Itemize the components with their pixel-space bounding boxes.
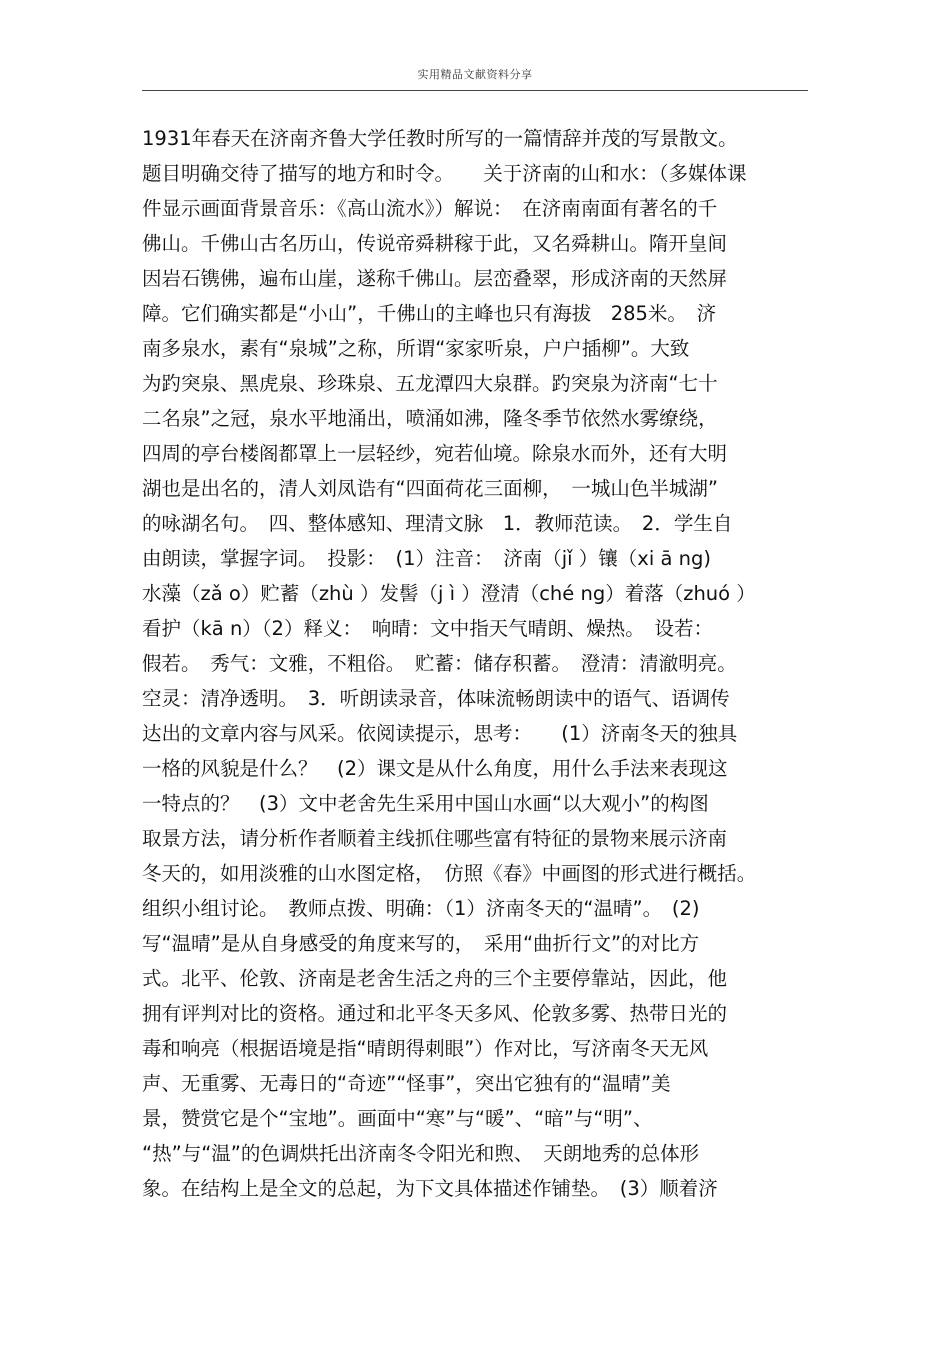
header-rule (142, 90, 808, 91)
text-line: 声、无重雾、无毒日的“奇迹”“怪事”，突出它独有的“温晴”美 (142, 1072, 671, 1095)
text-line: 达出的文章内容与风采。依阅读提示，思考： (1）济南冬天的独具 (142, 722, 738, 745)
text-line: 题目明确交待了描写的地方和时令。 关于济南的山和水：（多媒体课 (142, 162, 747, 185)
text-line: 1931年春天在济南齐鲁大学任教时所写的一篇情辞并茂的写景散文。 (142, 127, 738, 150)
text-line: 组织小组讨论。 教师点拨、明确：（1）济南冬天的“温晴”。 (2) (142, 897, 700, 920)
text-line: 由朗读，掌握字词。 投影： (1）注音： 济南（jǐ ）镶（xi ā ng) (142, 547, 711, 570)
text-line: 二名泉”之冠，泉水平地涌出，喷涌如沸，隆冬季节依然水雾缭绕， (142, 407, 718, 430)
text-line: 因岩石镌佛，遍布山崖，遂称千佛山。层峦叠翠，形成济南的天然屏 (142, 267, 728, 290)
text-line: 取景方法，请分析作者顺着主线抓住哪些富有特征的景物来展示济南 (142, 827, 728, 850)
text-line: 象。在结构上是全文的总起，为下文具体描述作铺垫。 (3）顺着济 (142, 1177, 718, 1200)
text-line: 一格的风貌是什么？ (2）课文是从什么角度，用什么手法来表现这 (142, 757, 728, 780)
text-line: 式。北平、伦敦、济南是老舍生活之舟的三个主要停靠站，因此，他 (142, 967, 728, 990)
text-line: 冬天的，如用淡雅的山水图定格， 仿照《春》中画图的形式进行概括。 (142, 862, 757, 885)
text-line: 毒和响亮（根据语境是指“晴朗得刺眼”）作对比，写济南冬天无风 (142, 1037, 709, 1060)
text-line: 四周的亭台楼阁都罩上一层轻纱，宛若仙境。除泉水而外，还有大明 (142, 442, 728, 465)
text-line: 拥有评判对比的资格。通过和北平冬天多风、伦敦多雾、热带日光的 (142, 1002, 728, 1025)
text-line: 景，赞赏它是个“宝地”。画面中“寒”与“暖”、“暗”与“明”、 (142, 1107, 653, 1130)
text-line: 的咏湖名句。 四、整体感知、理清文脉 1．教师范读。 2．学生自 (142, 512, 733, 535)
text-line: 为趵突泉、黑虎泉、珍珠泉、五龙潭四大泉群。趵突泉为济南“七十 (142, 372, 718, 395)
text-line: 水藻（zǎ o）贮蓄（zhù ）发髻（j ì ）澄清（ché ng）着落（zhuó ） (142, 582, 756, 605)
text-line: 件显示画面背景音乐：《高山流水》）解说： 在济南南面有著名的千 (142, 197, 718, 220)
text-line: 看护（kā n）（2）释义： 响晴：文中指天气晴朗、燥热。 设若： (142, 617, 713, 640)
text-line: 写“温晴”是从自身感受的角度来写的， 采用“曲折行文”的对比方 (142, 932, 700, 955)
text-line: 南多泉水，素有“泉城”之称，所谓“家家听泉，户户插柳”。大致 (142, 337, 690, 360)
text-line: 一特点的？ (3）文中老舍先生采用中国山水画“以大观小”的构图 (142, 792, 709, 815)
page-header: 实用精品文献资料分享 (417, 68, 533, 81)
text-line: 空灵：清净透明。 3．听朗读录音，体味流畅朗读中的语气、语调传 (142, 687, 730, 710)
text-line: “热”与“温”的色调烘托出济南冬令阳光和煦、 天朗地秀的总体形 (142, 1142, 700, 1165)
document-body (142, 121, 822, 1206)
text-line: 佛山。千佛山古名历山，传说帝舜耕稼于此，又名舜耕山。隋开皇间 (142, 232, 728, 255)
text-line: 湖也是出名的，清人刘凤诰有“四面荷花三面柳， 一城山色半城湖” (142, 477, 718, 500)
text-line: 障。它们确实都是“小山”，千佛山的主峰也只有海拔 285米。 济 (142, 302, 717, 325)
text-line: 假若。 秀气：文雅，不粗俗。 贮蓄：储存积蓄。 澄清：清澈明亮。 (142, 652, 737, 675)
